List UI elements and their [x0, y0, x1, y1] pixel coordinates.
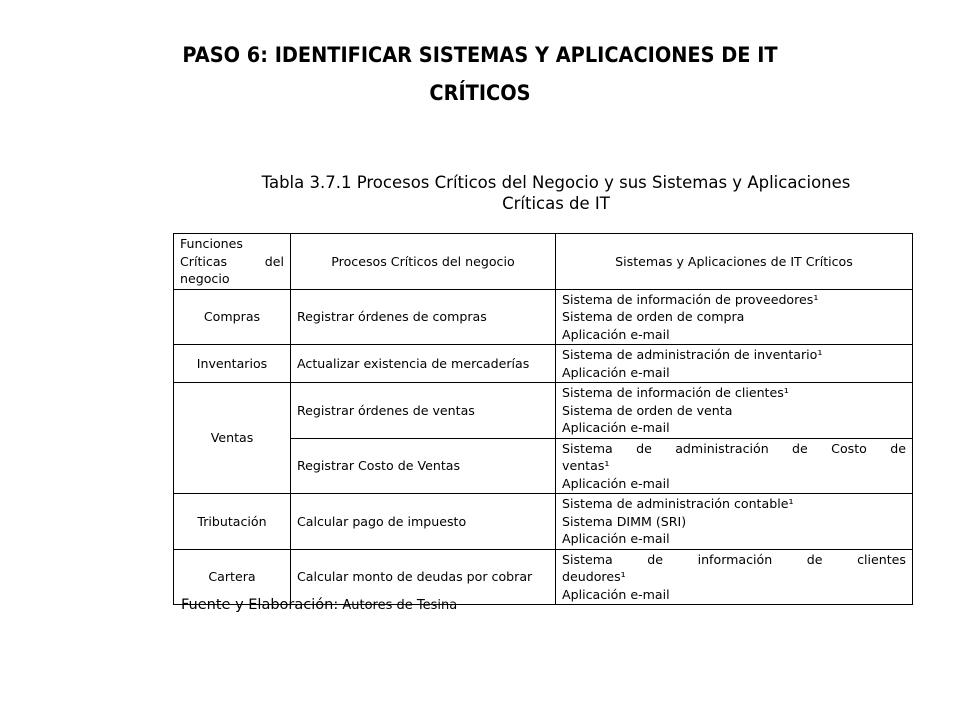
table-caption-line-2: Críticas de IT	[502, 194, 610, 213]
critical-processes-table	[173, 233, 913, 605]
process-cell: Calcular pago de impuesto	[291, 494, 556, 550]
table-caption-line-1: Tabla 3.7.1 Procesos Críticos del Negocio y sus Sistemas y Aplicaciones	[261, 173, 851, 192]
function-cell: Ventas	[174, 383, 291, 494]
header-functions-line-2: Críticas del	[180, 253, 284, 269]
system-item: Sistema de administración de inventario¹	[562, 347, 823, 362]
systems-cell	[556, 345, 913, 383]
process-cell: Actualizar existencia de mercaderías	[291, 345, 556, 383]
system-item: Sistema de orden de compra	[562, 309, 745, 324]
system-item: ventas¹	[562, 458, 610, 473]
system-item: Aplicación e-mail	[562, 364, 670, 380]
process-cell: Registrar órdenes de compras	[291, 289, 556, 345]
system-item: Sistema de información de clientes¹	[562, 385, 789, 400]
table-header-row	[174, 234, 913, 290]
header-systems: Sistemas y Aplicaciones de IT Críticos	[556, 234, 913, 290]
system-item: Aplicación e-mail	[562, 475, 670, 491]
system-item: Aplicación e-mail	[562, 586, 670, 602]
system-item: Sistema DIMM (SRI)	[562, 513, 687, 529]
header-processes: Procesos Críticos del negocio	[291, 234, 556, 290]
systems-cell	[556, 438, 913, 494]
process-cell: Registrar órdenes de ventas	[291, 383, 556, 439]
slide-title-line-2: CRÍTICOS	[429, 81, 531, 105]
system-item: Sistema de administración contable¹	[562, 496, 794, 511]
system-item: Sistema de información de clientes	[562, 551, 906, 567]
table-row	[174, 383, 913, 439]
header-functions-line-3: negocio	[180, 271, 230, 286]
function-cell: Tributación	[174, 494, 291, 550]
system-item: Sistema de orden de venta	[562, 402, 733, 418]
process-cell: Registrar Costo de Ventas	[291, 438, 556, 494]
systems-cell	[556, 549, 913, 605]
system-item: Sistema de administración de Costo de	[562, 440, 906, 456]
slide-title	[149, 36, 811, 112]
table-caption	[186, 172, 926, 214]
header-functions	[174, 234, 291, 290]
system-item: Aplicación e-mail	[562, 531, 670, 546]
system-item: deudores¹	[562, 569, 626, 584]
slide-title-line-1: PASO 6: IDENTIFICAR SISTEMAS Y APLICACIONES DE IT	[182, 43, 778, 67]
systems-cell	[556, 383, 913, 439]
source-label: Fuente y Elaboración:	[181, 597, 339, 613]
systems-cell	[556, 289, 913, 345]
system-item: Aplicación e-mail	[562, 326, 670, 342]
function-cell: Cartera	[174, 549, 291, 605]
system-item: Sistema de información de proveedores¹	[562, 291, 819, 307]
process-cell: Calcular monto de deudas por cobrar	[291, 549, 556, 605]
source-note	[181, 597, 457, 613]
systems-cell	[556, 494, 913, 550]
function-cell: Compras	[174, 289, 291, 345]
table-row	[174, 345, 913, 383]
header-functions-line-1: Funciones	[180, 236, 243, 251]
table-row	[174, 494, 913, 550]
function-cell: Inventarios	[174, 345, 291, 383]
source-value: Autores de Tesina	[342, 598, 458, 613]
system-item: Aplicación e-mail	[562, 420, 670, 435]
table-row	[174, 289, 913, 345]
